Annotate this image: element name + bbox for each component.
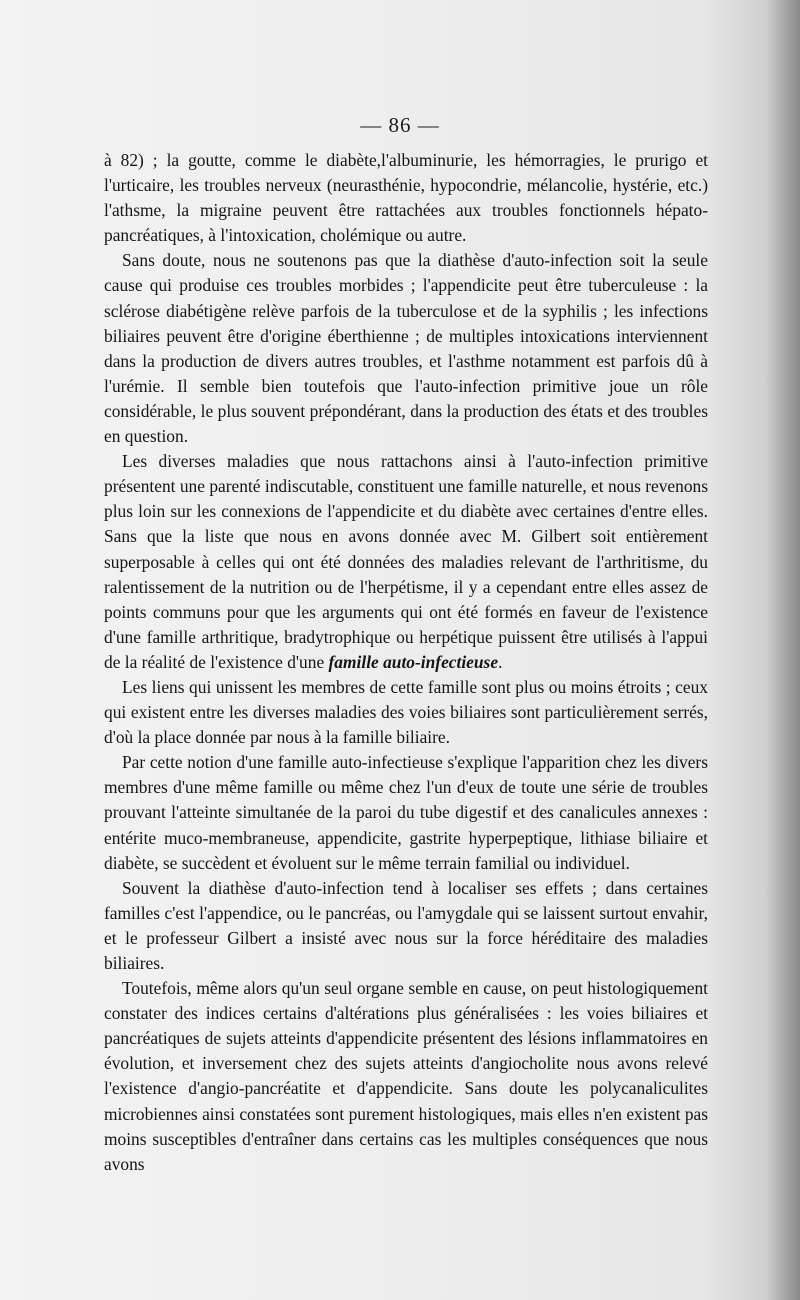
paragraph-1: à 82) ; la goutte, comme le diabète,l'albuminurie, les hémorragies, le prurigo et l'urticaire, les troubles nerveux (neurasthénie, hypocondrie, mélancolie, hystérie, etc.) l'athsme, la migraine peuvent être rattachées aux troubles fonctionnels hépato-pancréatiques, à l'intoxication, cholémique ou autre. xyxy=(104,150,708,246)
paragraph-7: Toutefois, même alors qu'un seul organe semble en cause, on peut histologiquement constater des indices certains d'altérations plus généralisées : les voies biliaires et pancréatiques de sujets atteints d'appendicite présentent des lésions inflammatoires en évolution, et inversement chez des sujets atteints d'angiocholite nous avons relevé l'existence d'angio-pancréatite et d'appendicite. Sans doute les polycanaliculites microbiennes ainsi constatées sont purement histologiques, mais elles n'en existent pas moins susceptibles d'entraîner dans certains cas les multiples conséquences que nous avons xyxy=(104,978,708,1174)
paragraph-4: Les liens qui unissent les membres de cette famille sont plus ou moins étroits ; ceux qui existent entre les diverses maladies des voies biliaires sont particulièrement serrés, d'où la place donnée par nous à la famille biliaire. xyxy=(104,676,708,748)
paragraph-5: Par cette notion d'une famille auto-infectieuse s'explique l'apparition chez les divers membres d'une même famille ou même chez l'un d'eux de toute une série de troubles prouvant l'atteinte simultanée de la paroi du tube digestif et des canalicules annexes : entérite muco-membraneuse, appendicite, gastrite hyperpeptique, lithiase biliaire et diabète, se succèdent et évoluent sur le même terrain familial ou individuel. xyxy=(104,752,708,873)
page-edge-shadow xyxy=(764,0,800,1300)
paragraph-3-end: . xyxy=(498,651,503,672)
paragraph-6: Souvent la diathèse d'auto-infection tend à localiser ses effets ; dans certaines familles c'est l'appendice, ou le pancréas, ou l'amygdale qui se laissent surtout envahir, et le professeur Gilbert a insisté avec nous sur la force héréditaire des maladies biliaires. xyxy=(104,877,708,973)
page-number: — 86 — xyxy=(360,113,440,137)
paragraph-2: Sans doute, nous ne soutenons pas que la diathèse d'auto-infection soit la seule cause qui produise ces troubles morbides ; l'appendicite peut être tuberculeuse : la sclérose diabétigène relève parfois de la tuberculose et de la syphilis ; les infections biliaires peuvent être d'origine éberthienne ; de multiples intoxications interviennent dans la production de divers autres troubles, et l'asthme notamment est parfois dû à l'urémie. Il semble bien toutefois que l'auto-infection primitive joue un rôle considérable, le plus souvent prépondérant, dans la production des états et des troubles en question. xyxy=(104,250,708,447)
emphasis-famille-auto-infectieuse: famille auto-infectieuse xyxy=(328,651,499,672)
paragraph-3-text: Les diverses maladies que nous rattachons ainsi à l'auto-infection primitive présentent une parenté indiscutable, constituent une famille naturelle, et nous revenons plus loin sur les connexions de l'appendicite et du diabète avec certaines d'entre elles. Sans que la liste que nous en avons donnée avec M. Gilbert soit entièrement superposable à celles qui ont été données des maladies relevant de l'arthritisme, du ralentissement de la nutrition ou de l'herpétisme, il y a cependant entre elles assez de points communs pour que les arguments qui ont été formés en faveur de l'existence d'une famille arthritique, bradytrophique ou herpétique puissent être utilisés à l'appui de la réalité de l'existence d'une xyxy=(104,451,708,672)
body-text xyxy=(104,148,708,1177)
paragraph-3 xyxy=(104,449,708,675)
